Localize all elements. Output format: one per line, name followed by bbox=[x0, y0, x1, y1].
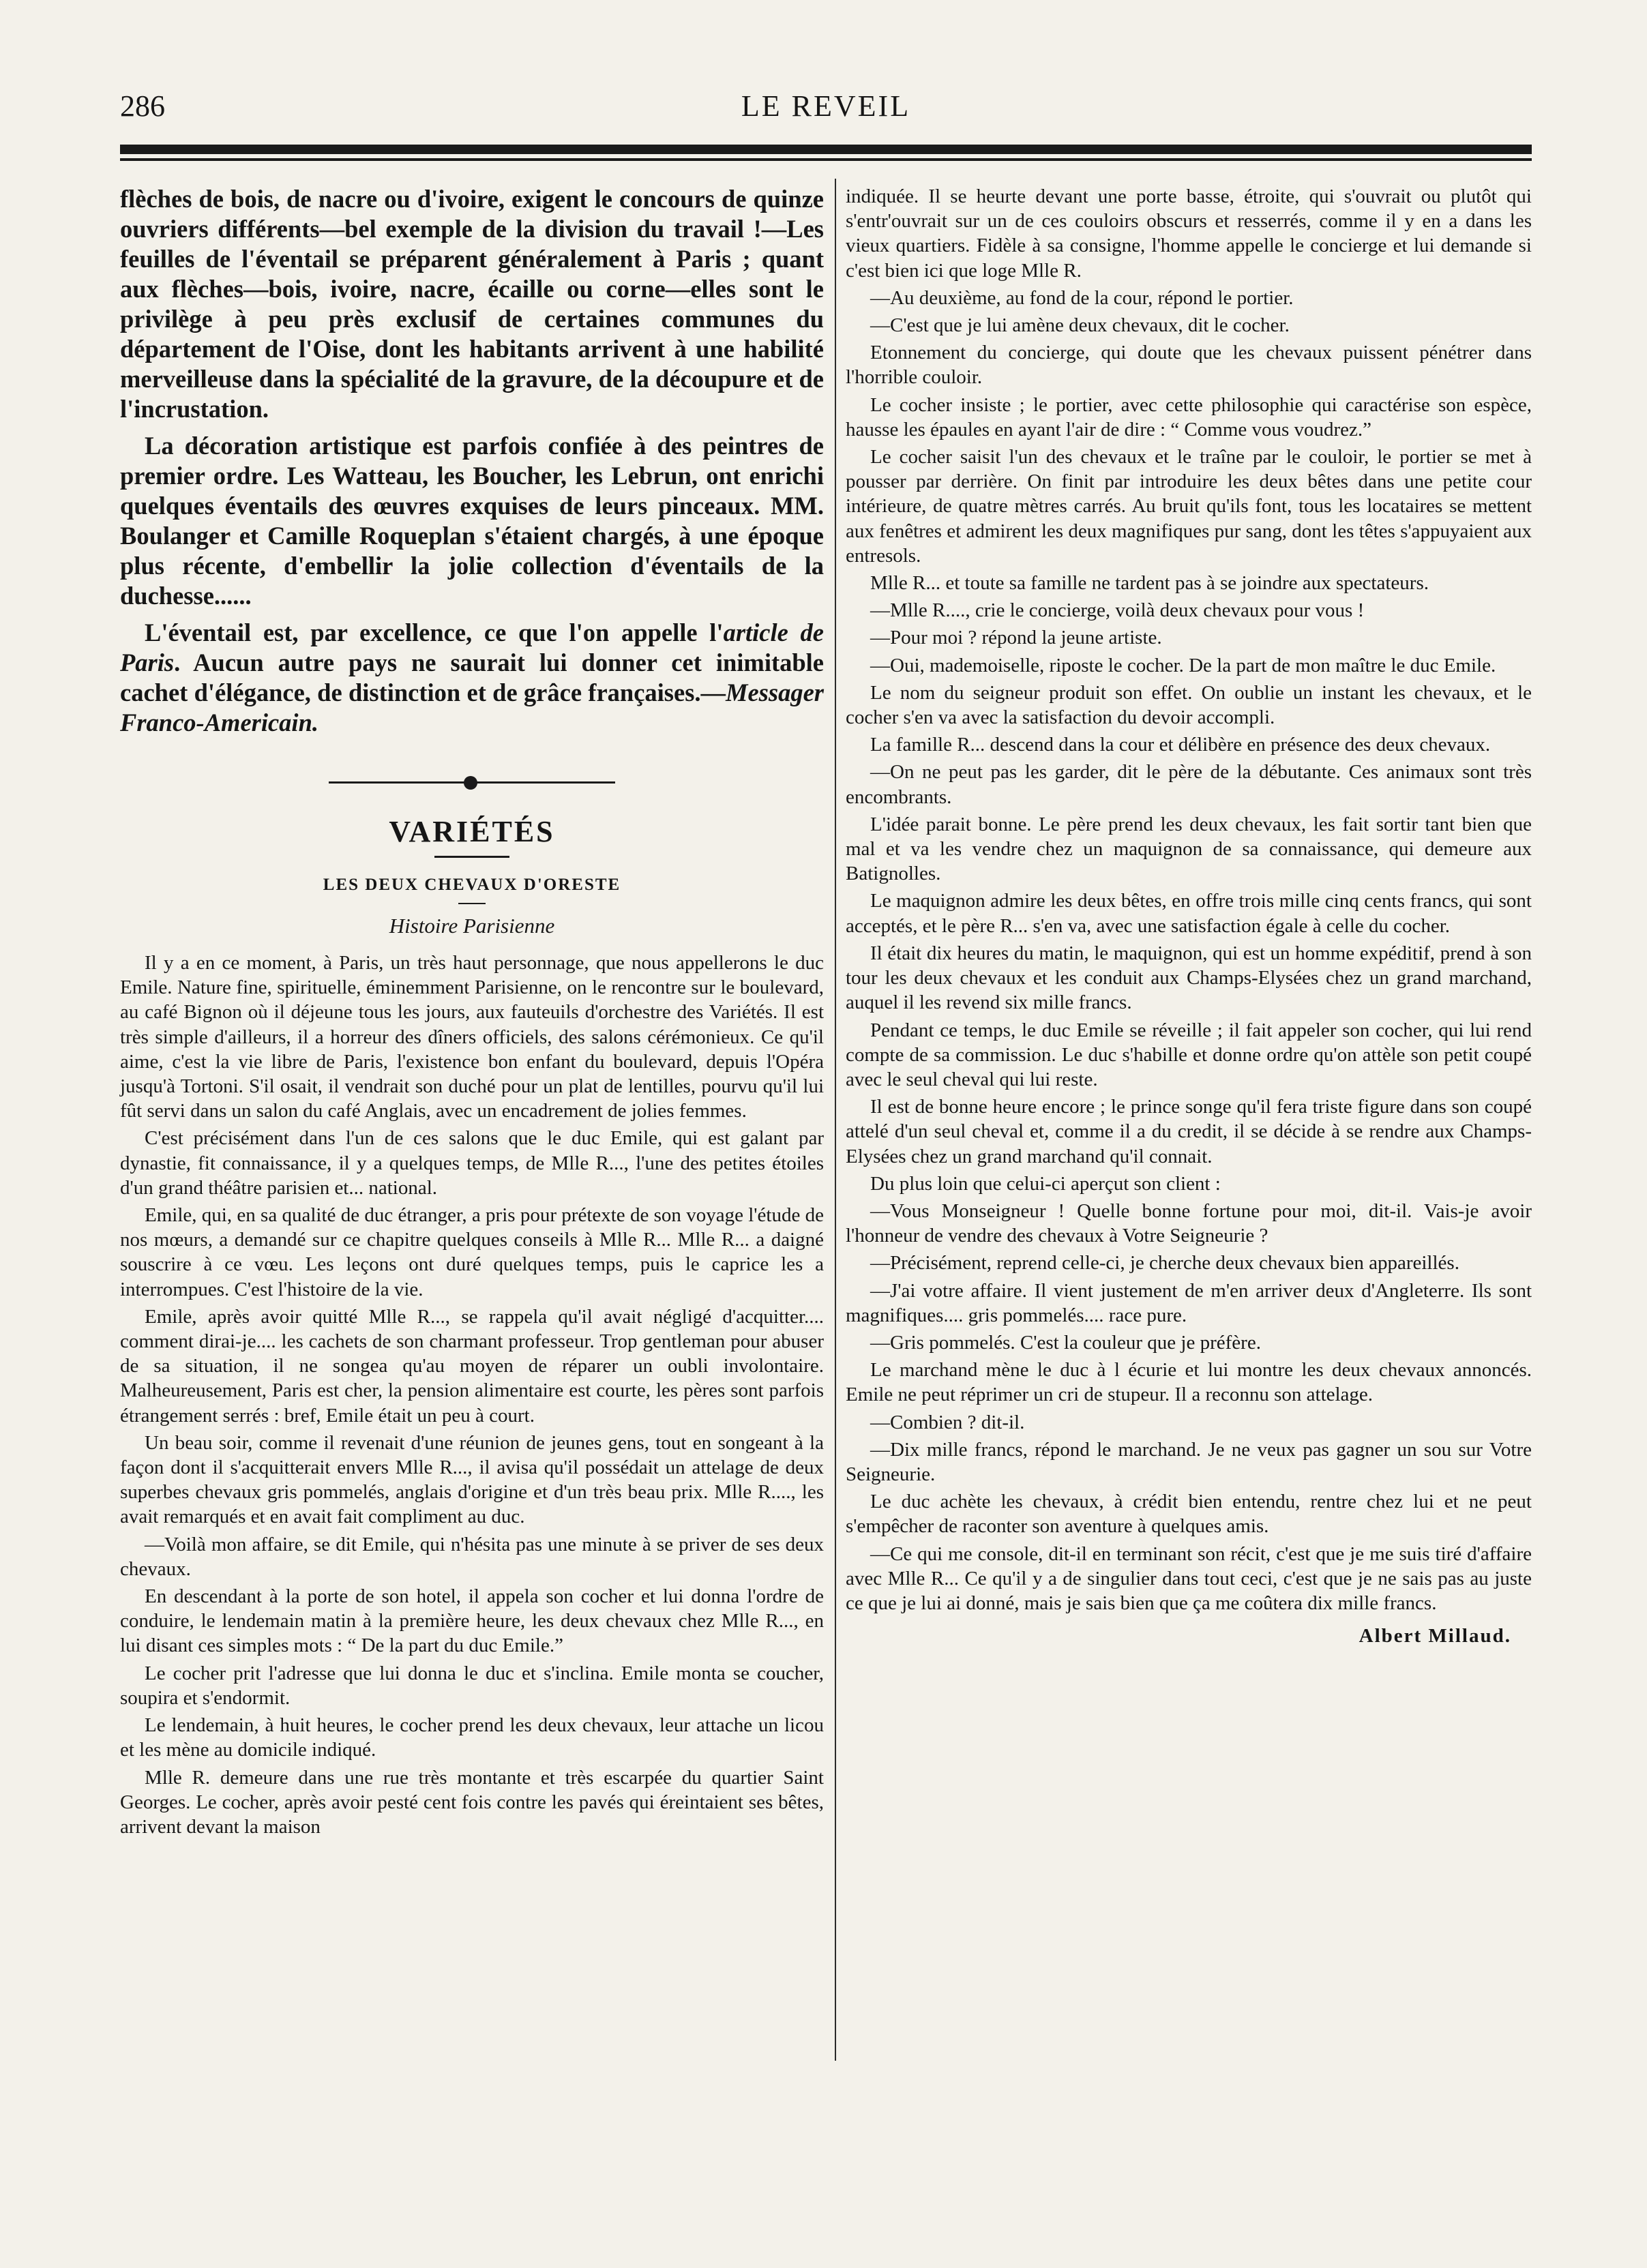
fan-article bbox=[120, 184, 824, 738]
story-paragraph: Du plus loin que celui-ci aperçut son client : bbox=[870, 1172, 1221, 1195]
section-ornament bbox=[329, 775, 615, 791]
story-paragraph: La famille R... descend dans la cour et délibère en présence des deux chevaux. bbox=[870, 734, 1491, 756]
story-paragraph: L'idée parait bonne. Le père prend les deux chevaux, les fait sortir tant bien que mal et va les vendre chez un maquignon de sa connaissance, qui demeure aux Batignolles. bbox=[846, 813, 1532, 885]
story-paragraph: —Mlle R...., crie le concierge, voilà deux chevaux pour vous ! bbox=[870, 599, 1365, 622]
story-paragraph: —Précisément, reprend celle-ci, je cherche deux chevaux bien appareillés. bbox=[870, 1252, 1459, 1274]
italic-phrase: article de Paris bbox=[120, 618, 824, 676]
story-paragraph: —Ce qui me console, dit-il en terminant son récit, c'est que je me suis tiré d'affaire avec Mlle R... Ce qu'il y a de singulier dans tout ceci, c'est que je ne sais pas au juste ce que je lui ai donné, mais je sais bien que ça me coûtera dix mille francs. bbox=[846, 1542, 1532, 1614]
story-paragraph: Mlle R. demeure dans une rue très montante et très escarpée du quartier Saint Georges. Le cocher, après avoir pesté cent fois contre les pavés qui éreintaient ses bêtes, arrivent devant la maison bbox=[120, 1766, 824, 1838]
story-paragraph: —Oui, mademoiselle, riposte le cocher. De la part de mon maître le duc Emile. bbox=[870, 654, 1496, 676]
story-paragraph: Le cocher saisit l'un des chevaux et le traîne par le couloir, le portier se met à pousser par derrière. On finit par introduire les deux bêtes dans une petite cour intérieure, de quatre mètres carrés. Au bruit qu'ils font, tous les locataires se mettent aux fenêtres et admirent les deux magnifiques pur sang, dont les têtes s'appuyaient aux entresols. bbox=[846, 446, 1532, 567]
story-paragraph: Il est de bonne heure encore ; le prince songe qu'il fera triste figure dans son coupé attelé d'un seul cheval et, comme il a du credit, il se décide à se rendre aux Champs-Elysées chez un grand marchand qu'il connait. bbox=[846, 1096, 1532, 1167]
story-paragraph: Emile, après avoir quitté Mlle R..., se rappela qu'il avait négligé d'acquitter.... comment dirai-je.... les cachets de son charmant professeur. Trop gentleman pour abuser de sa situation, il ne songea qu'au moyen de réparer un oubli involontaire. Malheureusement, Paris est cher, la pension alimentaire est courte, les pères sont parfois étrangement serrés : bref, Emile était un peu à court. bbox=[120, 1305, 824, 1427]
story-paragraph: C'est précisément dans l'un de ces salons que le duc Emile, qui est galant par dynastie, fit connaissance, il y a quelques temps, de Mlle R..., l'une des petites étoiles d'un grand théâtre parisien et... national. bbox=[120, 1127, 824, 1199]
story-paragraph: —Pour moi ? répond la jeune artiste. bbox=[870, 627, 1162, 649]
article-paragraph-last bbox=[120, 618, 824, 738]
story-paragraph: Il était dix heures du matin, le maquignon, qui est un homme expéditif, prend à son tour les deux chevaux et les conduit aux Champs-Elysées chez un grand marchand, auquel il les revend six mille francs. bbox=[846, 942, 1532, 1014]
story-paragraph: —J'ai votre affaire. Il vient justement de m'en arriver deux d'Angleterre. Ils sont magnifiques.... gris pommelés.... race pure. bbox=[846, 1279, 1532, 1326]
story-paragraph: Emile, qui, en sa qualité de duc étranger, a pris pour prétexte de son voyage l'étude de nos mœurs, a demandé sur ce chapitre quelques conseils à Mlle R... Mlle R... a daigné souscrire à ce vœu. Les leçons ont duré quelques temps, puis le caprice les a interrompues. C'est l'histoire de la vie. bbox=[120, 1204, 824, 1300]
story-paragraph: Le marchand mène le duc à l écurie et lui montre les deux chevaux annoncés. Emile ne peut réprimer un cri de stupeur. Il a reconnu son attelage. bbox=[846, 1359, 1532, 1406]
story-paragraph: —Dix mille francs, répond le marchand. Je ne veux pas gagner un sou sur Votre Seigneurie. bbox=[846, 1438, 1532, 1485]
story-paragraph: Le duc achète les chevaux, à crédit bien entendu, rentre chez lui et ne peut s'empêcher de raconter son aventure à quelques amis. bbox=[846, 1491, 1532, 1538]
story-text-left bbox=[120, 951, 824, 1839]
story-paragraph: Le cocher insiste ; le portier, avec cette philosophie qui caractérise son espèce, hausse les épaules en ayant l'air de dire : “ Comme vous voudrez.” bbox=[846, 393, 1532, 441]
story-text-right bbox=[846, 184, 1532, 1615]
story-paragraph: —Combien ? dit-il. bbox=[870, 1411, 1025, 1433]
story-paragraph: —On ne peut pas les garder, dit le père de la débutante. Ces animaux sont très encombrants. bbox=[846, 761, 1532, 808]
story-title: LES DEUX CHEVAUX D'ORESTE bbox=[323, 876, 621, 894]
ornament-dot bbox=[464, 776, 477, 790]
story-paragraph: Il y a en ce moment, à Paris, un très haut personnage, que nous appellerons le duc Emile. Nature fine, spirituelle, éminemment Parisienne, on le rencontre sur le boulevard, au café Bignon où il déjeune tous les jours, aux fauteuils d'orchestre des Variétés. Il est très simple d'ailleurs, il a horreur des dîners officiels, des salons cérémonieux. Ce qu'il aime, c'est la vie libre de Paris, l'existence bon enfant du boulevard, depuis l'Opéra jusqu'à Tortoni. S'il osait, il vendrait son duché pour un plat de lentilles, pourvu qu'il lui fût servi dans un salon du café Anglais, avec un encadrement de jolies femmes. bbox=[120, 952, 824, 1122]
text-run: L'éventail est, par excellence, ce que l'on appelle l' bbox=[145, 618, 724, 646]
source-credit: Messager Franco-Americain. bbox=[120, 678, 824, 736]
page-header bbox=[120, 89, 1532, 130]
story-paragraph: Le nom du seigneur produit son effet. On oublie un instant les chevaux, et le cocher s'en va avec la satisfaction du devoir accompli. bbox=[846, 681, 1532, 729]
story-paragraph: indiquée. Il se heurte devant une porte basse, étroite, qui s'ouvrait ou plutôt qui s'entr'ouvrait sur un de ces couloirs obscurs et resserrés, comme il y en a dans les vieux quartiers. Fidèle à sa consigne, l'homme appelle le concierge et lui demande si c'est bien ici que loge Mlle R. bbox=[846, 185, 1532, 282]
story-paragraph: —Voilà mon affaire, se dit Emile, qui n'hésita pas une minute à se priver de ses deux chevaux. bbox=[120, 1533, 824, 1580]
story-paragraph: En descendant à la porte de son hotel, il appela son cocher et lui donna l'ordre de conduire, le lendemain matin à la première heure, les deux chevaux chez Mlle R..., en lui disant ces simples mots : “ De la part du duc Emile.” bbox=[120, 1585, 824, 1657]
story-paragraph: —Gris pommelés. C'est la couleur que je préfère. bbox=[870, 1331, 1261, 1354]
right-column bbox=[846, 184, 1532, 1647]
section-title-rule bbox=[434, 856, 509, 858]
story-paragraph: Le lendemain, à huit heures, le cocher prend les deux chevaux, leur attache un licou et les mène au domicile indiqué. bbox=[120, 1714, 824, 1761]
story-paragraph: —Au deuxième, au fond de la cour, répond le portier. bbox=[870, 286, 1294, 309]
story-paragraph: Pendant ce temps, le duc Emile se réveille ; il fait appeler son cocher, qui lui rend compte de sa commission. Le duc s'habille et donne ordre qu'on attèle son petit coupé avec le seul cheval qui lui reste. bbox=[846, 1019, 1532, 1090]
author-signature: Albert Millaud. bbox=[1359, 1625, 1511, 1647]
article-paragraph: flèches de bois, de nacre ou d'ivoire, exigent le concours de quinze ouvriers différents—bel exemple de la division du travail !—Les feuilles de l'éventail se préparent généralement à Paris ; quant aux flèches—bois, ivoire, nacre, écaille ou corne—elles sont le privilège à peu près exclusif de certaines communes du département de l'Oise, dont les habitants arrivent à une habilité merveilleuse dans la spécialité de la gravure, de la découpure et de l'incrustation. bbox=[120, 185, 824, 423]
story-paragraph: Un beau soir, comme il revenait d'une réunion de jeunes gens, tout en songeant à la façon dont il s'acquitterait envers Mlle R..., il avisa qu'il possédait un attelage de deux superbes chevaux gris pommelés, anglais d'origine et d'un très beau prix. Mlle R...., les avait remarqués et en avait fait compliment au duc. bbox=[120, 1431, 824, 1528]
story-subtitle: Histoire Parisienne bbox=[389, 914, 555, 938]
section-title: VARIÉTÉS bbox=[389, 815, 555, 848]
story-paragraph: —Vous Monseigneur ! Quelle bonne fortune pour moi, dit-il. Vais-je avoir l'honneur de vendre des chevaux à Votre Seigneurie ? bbox=[846, 1199, 1532, 1247]
story-title-rule bbox=[458, 903, 486, 904]
story-paragraph: Le cocher prit l'adresse que lui donna le duc et s'inclina. Emile monta se coucher, soupira et s'endormit. bbox=[120, 1662, 824, 1709]
column-divider bbox=[835, 179, 836, 2061]
left-column bbox=[120, 184, 824, 1839]
article-paragraph: La décoration artistique est parfois confiée à des peintres de premier ordre. Les Watteau, les Boucher, les Lebrun, ont enrichi quelques éventails des œuvres exquises de leurs pinceaux. MM. Boulanger et Camille Roqueplan s'étaient chargés, à une époque plus récente, d'embellir la jolie collection d'éventails de la duchesse...... bbox=[120, 432, 824, 610]
text-run: . Aucun autre pays ne saurait lui donner cet inimitable cachet d'élégance, de distinction et de grâce françaises.— bbox=[120, 648, 824, 706]
story-paragraph: Etonnement du concierge, qui doute que les chevaux puissent pénétrer dans l'horrible couloir. bbox=[846, 342, 1532, 389]
page-number: 286 bbox=[120, 89, 165, 123]
header-rule-thick bbox=[120, 145, 1532, 154]
masthead-title: LE REVEIL bbox=[741, 89, 911, 123]
story-paragraph: —C'est que je lui amène deux chevaux, dit le cocher. bbox=[870, 314, 1290, 337]
story-paragraph: Mlle R... et toute sa famille ne tardent pas à se joindre aux spectateurs. bbox=[870, 572, 1429, 595]
story-paragraph: Le maquignon admire les deux bêtes, en offre trois mille cinq cents francs, qui sont acceptés, et le père R... s'en va, avec une satisfaction égale à celle du cocher. bbox=[846, 890, 1532, 937]
header-rule-thin bbox=[120, 158, 1532, 161]
